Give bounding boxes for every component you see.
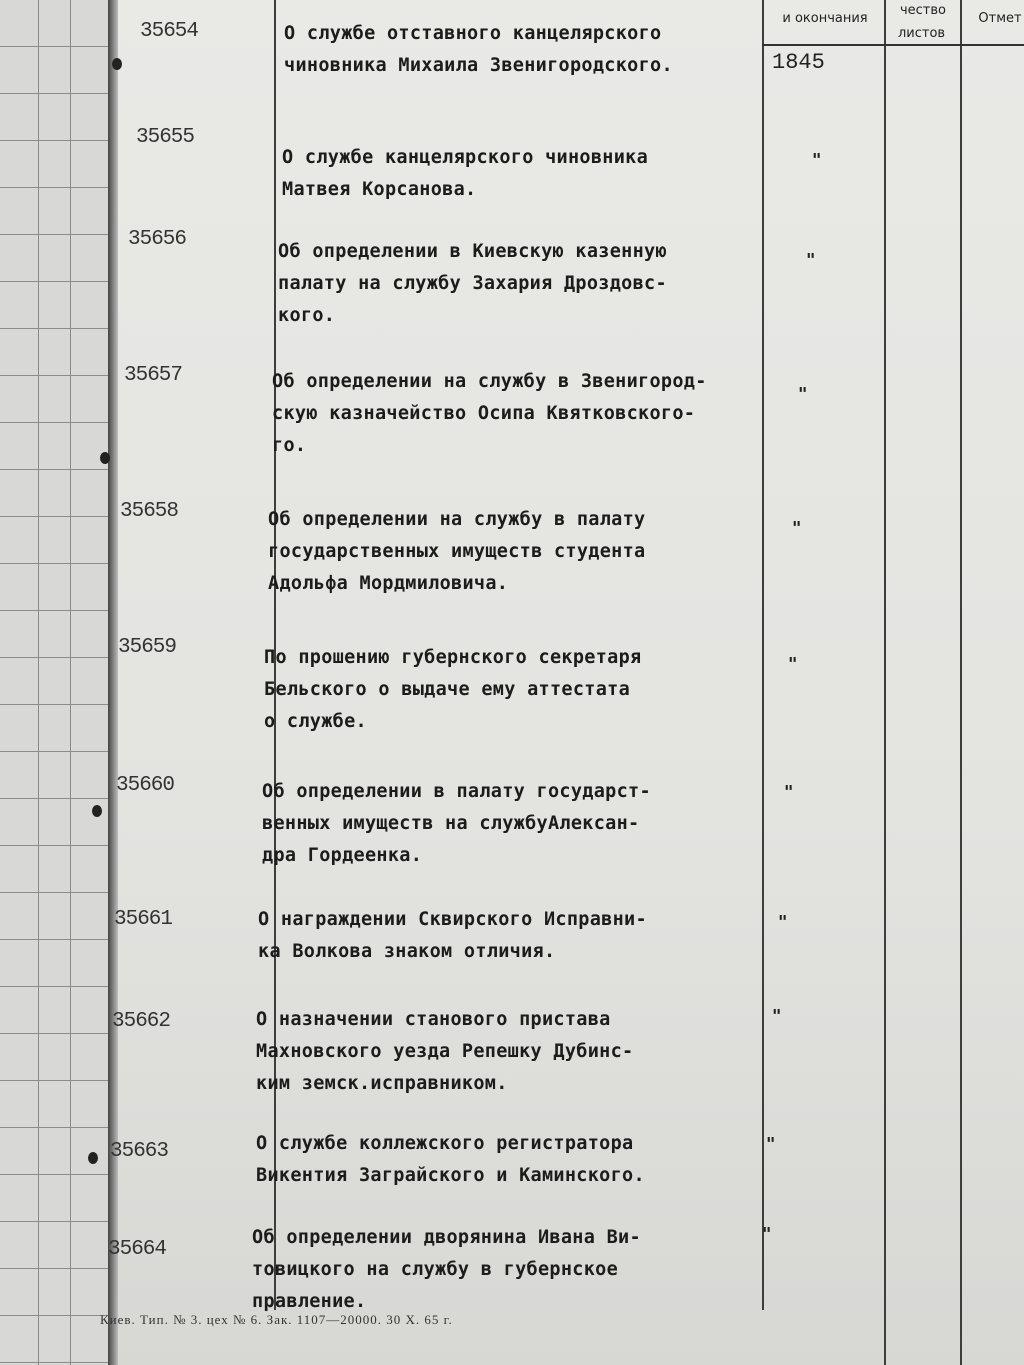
- header-sheets-1: чество: [899, 3, 946, 18]
- record-text-line: Викентия Заграйского и Каминского.: [256, 1165, 645, 1186]
- binding-hole: [88, 1152, 98, 1164]
- record-text-line: государственных имуществ студента: [268, 541, 646, 562]
- record-text-line: венных имуществ на службуАлексан-: [262, 813, 640, 834]
- record-text-line: товицкого на службу в губернское: [252, 1259, 619, 1280]
- record-number: 35657: [124, 364, 183, 387]
- record-text-line: го.: [272, 435, 307, 456]
- record-number: 35656: [128, 228, 187, 251]
- column-rule: [762, 0, 764, 1310]
- record-text-line: Об определении на службу в палату: [268, 509, 646, 530]
- record-text-line: Об определении дворянина Ивана Ви-: [252, 1227, 641, 1248]
- record-text-line: Об определении в Киевскую казенную: [278, 241, 667, 262]
- ditto-mark: ": [812, 150, 822, 171]
- record-text-line: О награждении Сквирского Исправни-: [258, 909, 647, 930]
- record-text-line: о службе.: [264, 711, 367, 732]
- year: 1845: [772, 50, 825, 75]
- record-number: 35663: [110, 1140, 169, 1163]
- record-number: 35662: [112, 1010, 171, 1033]
- record-number: 35654: [140, 20, 199, 43]
- record-text-line: палату на службу Захария Дроздовс-: [278, 273, 667, 294]
- ditto-mark: ": [806, 250, 816, 271]
- record-text-line: По прошению губернского секретаря: [264, 647, 642, 668]
- header-dates: и окончания: [782, 11, 868, 26]
- record-text-line: чиновника Михаила Звенигородского.: [284, 55, 673, 76]
- binding-hole: [100, 452, 110, 464]
- record-number: 35659: [118, 636, 177, 659]
- record-text-line: ким земск.исправником.: [256, 1073, 508, 1094]
- record-number: 35664: [108, 1238, 167, 1261]
- record-text-line: ка Волкова знаком отличия.: [258, 941, 556, 962]
- record-number: 35658: [120, 500, 179, 523]
- ditto-mark: ": [792, 518, 802, 539]
- left-page-rule: [38, 0, 39, 1365]
- header-notes: Отмет: [978, 11, 1022, 26]
- ditto-mark: ": [784, 782, 794, 803]
- header-sheets-2: листов: [898, 26, 946, 41]
- record-text-line: правление.: [252, 1291, 367, 1312]
- ditto-mark: ": [762, 1224, 772, 1245]
- ditto-mark: ": [772, 1006, 782, 1027]
- ditto-mark: ": [778, 912, 788, 933]
- record-text-line: О службе коллежского регистратора: [256, 1133, 634, 1154]
- record-text-line: скую казначейство Осипа Квятковского-: [272, 403, 696, 424]
- header-rule: [762, 44, 1024, 46]
- record-text-line: дра Гордеенка.: [262, 845, 423, 866]
- record-text-line: кого.: [278, 305, 336, 326]
- record-text-line: Об определении в палату государст-: [262, 781, 651, 802]
- record-text-line: О службе отставного канцелярского: [284, 23, 662, 44]
- ditto-mark: ": [798, 384, 808, 405]
- ditto-mark: ": [788, 654, 798, 675]
- record-number: 35660: [116, 774, 175, 797]
- record-text-line: Махновского уезда Репешку Дубинс-: [256, 1041, 634, 1062]
- record-text-line: Матвея Корсанова.: [282, 179, 477, 200]
- record-text-line: Бельского о выдаче ему аттестата: [264, 679, 631, 700]
- record-text-line: О назначении станового пристава: [256, 1009, 611, 1030]
- binding-hole: [112, 58, 122, 70]
- record-text-line: Адольфа Мордмиловича.: [268, 573, 509, 594]
- print-footer: Киев. Тип. № 3. цех № 6. Зак. 1107—20000. 30 X. 65 г.: [100, 1312, 453, 1327]
- column-rule: [884, 0, 886, 1365]
- record-text-line: Об определении на службу в Звенигород-: [272, 371, 707, 392]
- binding-hole: [92, 805, 102, 817]
- record-number: 35655: [136, 126, 195, 149]
- record-text-line: О службе канцелярского чиновника: [282, 147, 649, 168]
- left-page-rule: [70, 0, 71, 1365]
- record-number: 35661: [114, 908, 173, 931]
- column-rule: [960, 0, 962, 1365]
- ditto-mark: ": [766, 1134, 776, 1155]
